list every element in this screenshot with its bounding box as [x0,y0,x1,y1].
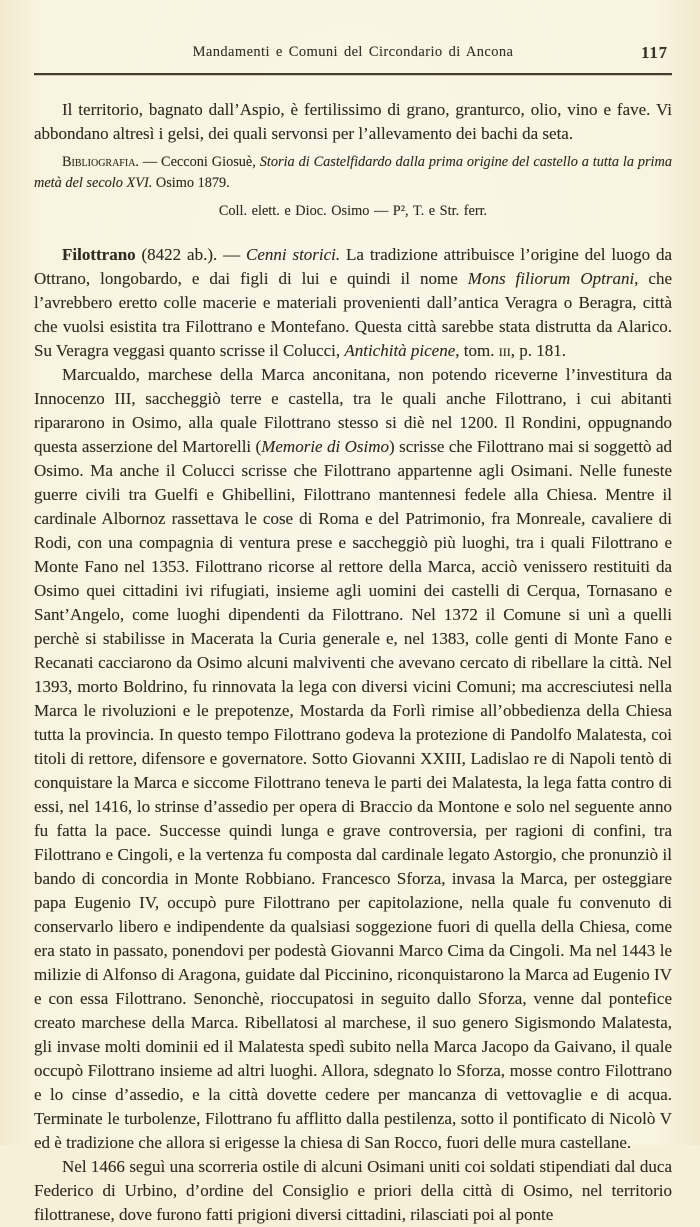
filottrano-1466-paragraph [34,1155,672,1227]
text-segment: , che l’avrebbero eretto colle macerie e materiali provenienti dall’antica Veragra o Beragra, città che vuolsi esistita tra Filottrano e Montefano. Questa città sarebbe stata distrutta da Alarico. Su Veragra veggasi quanto scrisse il Colucci, [34,269,673,360]
text-segment: (8422 ab.). — [135,245,246,264]
text-segment: Storia di Castelfidardo dalla prima origine del castello a tutta la prima metà del secolo XVI. [34,154,673,191]
text-segment: La tradizione attribuisce l’origine del luogo da Ottrano, longobardo, e dai figli di lui e quindi il nome [34,245,672,288]
running-title: Mandamenti e Comuni del Circondario di Ancona [192,44,514,60]
filottrano-history-paragraph [34,363,672,1155]
text-segment: Nel 1466 seguì una scorreria ostile di alcuni Osimani uniti coi soldati stipendiati dal duca Federico di Urbino, d’ordine del Consiglio e priori della città di Osimo, nel territorio filottranese, dove furono fatti prigioni diversi cittadini, rilasciati poi al ponte [34,1157,672,1224]
text-segment: Marcualdo, marchese della Marca anconitana, non potendo riceverne l’investitura da Innocenzo III, saccheggiò terre e castella, tra le quali anche Filottrano, i cui abitanti ripararono in Osimo, alla quale Filottrano stesso si diè nel 1200. Il Rondini, oppugnando questa asserzione del Martorelli ( [34,365,672,456]
bibliography-paragraph [34,152,672,194]
text-segment: Filottrano [62,245,136,264]
text-segment: Memorie di Osimo [261,437,390,456]
header-rule [34,73,672,75]
text-segment: Mons filiorum Optrani [467,269,635,288]
text-segment: Osimo 1879. [152,175,230,191]
text-segment: Bibliografia. [62,154,139,170]
text-segment: iii [498,341,511,360]
text-segment: , p. 181. [510,341,566,360]
territory-paragraph [34,98,672,146]
text-segment: Antichità picene [344,341,456,360]
page-number: 117 [641,43,668,62]
district-info-line: Coll. elett. e Dioc. Osimo — P², T. e Str. ferr. [218,203,488,219]
text-segment: — Cecconi Giosuè, [139,154,260,170]
page-body [34,98,672,1227]
text-segment: Cenni storici. [245,245,341,264]
page-header [34,44,672,66]
text-segment: ) scrisse che Filottrano mai si soggettò ad Osimo. Ma anche il Colucci scrisse che Filottrano appartenne agli Osimani. Nelle funeste guerre civili tra Guelfi e Ghibellini, Filottrano mantennesi fedele alla Chiesa. Mentre il cardinale Albornoz rassettava le cose di Roma e del Patrimonio, fra Monreale, cavaliere di Rodi, con una compagnia di ventura prese e saccheggiò più luoghi, tra i quali Filottrano e Monte Fano nel 1353. Filottrano ricorse al rettore della Marca, acciò venissero restituiti da Osimo quei cittadini ivi rifugiati, insieme agli uomini dei castelli di Cerqua, Tornasano e Sant’Angelo, come luoghi dipendenti da Filottrano. Nel 1372 il Comune si unì a quelli perchè si stabilisse in Macerata la Curia generale e, nel 1383, colle genti di Monte Fano e Recanati cacciarono da Osimo alcuni malviventi che avevano cercato di ribellare la città. Nel 1393, morto Boldrino, fu rinnovata la lega con diversi vicini Comuni; ma accresciutesi nella Marca le rivoluzioni e le prepotenze, Mostarda da Forlì rimise all’obbedienza della Chiesa tutta la provincia. In questo tempo Filottrano godeva la protezione di Pandolfo Malatesta, coi titoli di rettore, difensore e governatore. Sotto Giovanni XXIII, Ladislao re di Napoli tentò di conquistare la Marca e siccome Filottrano teneva le parti dei Malatesta, la lega fatta contro di essi, nel 1416, lo strinse d’assedio per opera di Braccio da Montone e solo nel seguente anno fu fatta la pace. Successe quindi lunga e grave controversia, per ragioni di confini, tra Filottrano e Cingoli, e la vertenza fu composta dal cardinale legato Astorgio, che pronunziò il bando di concordia in Monte Robbiano. Francesco Sforza, invasa la Marca, per osteggiare papa Eugenio IV, occupò pure Filottrano per capitolazione, nella quale fu convenuto di conservarlo libero e indipendente da qualsiasi soggezione fuori di quella della Chiesa, come era stato in passato, ponendovi per podestà Giovanni Marco Cima da Cingoli. Ma nel 1443 le milizie di Alfonso di Aragona, guidate dal Piccinino, riconquistarono la Marca ad Eugenio IV e con essa Filottrano. Senonchè, rioccupatosi in seguito dallo Sforza, venne dal pontefice creato marchese della Marca. Ribellatosi al marchese, il suo genero Sigismondo Malatesta, gli invase molti dominii ed il Malatesta spedì subito nella Marca Jacopo da Gaivano, il quale occupò Filottrano insieme ad altri luoghi. Allora, sdegnato lo Sforza, mosse contro Filottrano e lo cinse d’assedio, e la città dovette cedere per mancanza di vettovaglie e di acqua. Terminate le turbolenze, Filottrano fu afflitto dalla pestilenza, sotto il pontificato di Nicolò V ed è tradizione che allora si erigesse la chiesa di San Rocco, fuori delle mura castellane. [34,437,673,1152]
filottrano-intro-paragraph [34,243,672,363]
text-segment: , tom. [455,341,499,360]
text-segment: Il territorio, bagnato dall’Aspio, è fertilissimo di grano, granturco, olio, vino e fave. Vi abbondano altresì i gelsi, dei quali servonsi per l’allevamento dei bachi da seta. [34,100,672,143]
